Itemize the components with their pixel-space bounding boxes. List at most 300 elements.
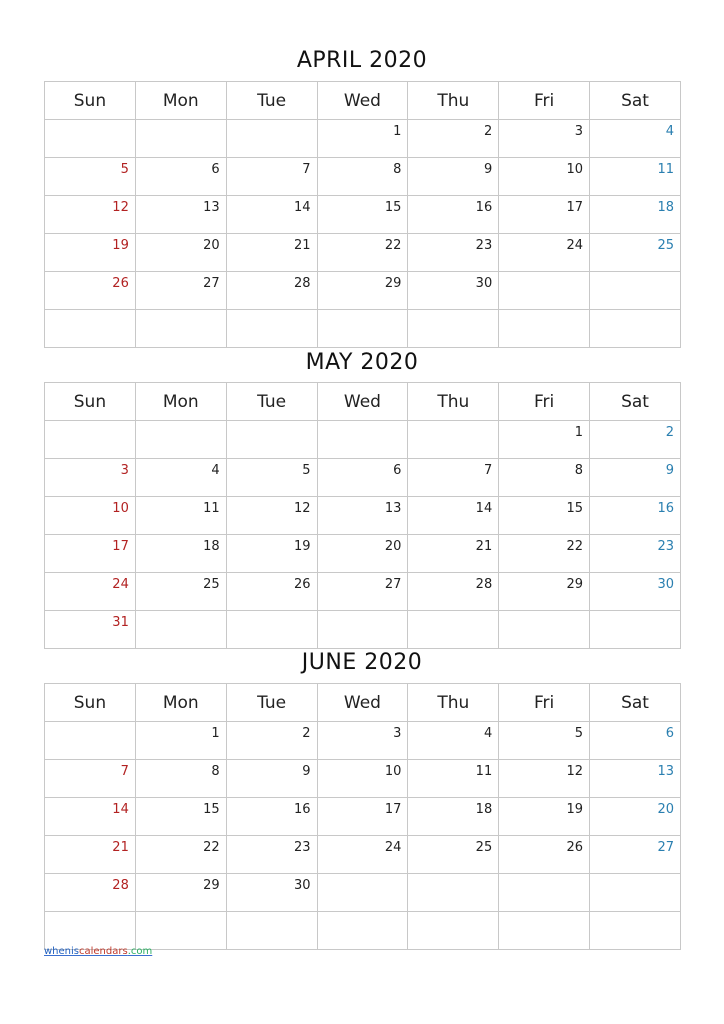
day-cell <box>226 836 317 874</box>
weekday-header: Tue <box>226 82 317 120</box>
day-number <box>311 919 317 923</box>
day-cell <box>226 722 317 760</box>
day-cell <box>45 836 136 874</box>
day-cell <box>317 120 408 158</box>
day-cell <box>226 421 317 459</box>
day-cell <box>135 497 226 535</box>
day-number <box>401 919 407 923</box>
day-number: 25 <box>475 840 493 855</box>
day-cell <box>226 760 317 798</box>
day-cell <box>317 874 408 912</box>
day-number: 3 <box>393 726 402 741</box>
day-number <box>220 919 226 923</box>
day-number: 15 <box>566 501 584 516</box>
weekday-header: Mon <box>135 82 226 120</box>
day-cell <box>499 611 590 649</box>
day-number: 19 <box>566 802 584 817</box>
day-number <box>220 317 226 321</box>
day-number: 28 <box>293 276 311 291</box>
week-row <box>45 912 681 950</box>
day-cell <box>408 722 499 760</box>
weekday-header: Thu <box>408 684 499 722</box>
month-title: JUNE 2020 <box>301 650 423 675</box>
weekday-header: Wed <box>317 684 408 722</box>
day-number <box>492 317 498 321</box>
week-row <box>45 573 681 611</box>
day-number: 5 <box>120 162 129 177</box>
day-number: 8 <box>574 463 584 478</box>
day-cell <box>317 760 408 798</box>
day-cell <box>590 196 681 234</box>
day-cell <box>590 912 681 950</box>
day-number <box>674 919 680 923</box>
day-cell <box>590 459 681 497</box>
day-cell <box>499 234 590 272</box>
day-cell <box>408 573 499 611</box>
day-number <box>220 618 226 622</box>
day-number <box>583 618 589 622</box>
day-number <box>674 618 680 622</box>
day-number: 10 <box>566 162 584 177</box>
day-cell <box>45 611 136 649</box>
day-number: 26 <box>293 577 311 592</box>
day-cell <box>135 272 226 310</box>
week-row <box>45 874 681 912</box>
day-cell <box>135 573 226 611</box>
calendar-grid <box>44 683 681 950</box>
day-number <box>311 428 317 432</box>
day-number: 2 <box>665 425 674 440</box>
day-number: 23 <box>657 539 674 554</box>
day-number: 25 <box>203 577 220 592</box>
day-number <box>583 919 589 923</box>
day-number: 31 <box>112 615 129 630</box>
weekday-header-row <box>45 82 681 120</box>
day-cell <box>226 459 317 497</box>
day-number: 29 <box>203 878 220 893</box>
day-cell <box>226 120 317 158</box>
day-cell <box>499 310 590 348</box>
day-cell <box>135 722 226 760</box>
day-cell <box>45 535 136 573</box>
weekday-header-row <box>45 383 681 421</box>
day-number: 22 <box>203 840 220 855</box>
day-cell <box>408 196 499 234</box>
day-cell <box>590 836 681 874</box>
day-cell <box>317 912 408 950</box>
week-row <box>45 798 681 836</box>
day-number <box>674 881 680 885</box>
day-number: 19 <box>112 238 129 253</box>
day-number <box>311 618 317 622</box>
day-number <box>129 729 135 733</box>
day-cell <box>590 760 681 798</box>
day-number: 25 <box>657 238 674 253</box>
footer-text-part1: whenis <box>44 946 79 957</box>
day-number <box>129 919 135 923</box>
day-cell <box>408 535 499 573</box>
day-cell <box>45 120 136 158</box>
day-cell <box>499 120 590 158</box>
day-cell <box>590 158 681 196</box>
day-cell <box>317 611 408 649</box>
day-cell <box>408 836 499 874</box>
week-row <box>45 234 681 272</box>
day-cell <box>45 760 136 798</box>
day-cell <box>590 120 681 158</box>
day-number <box>674 279 680 283</box>
day-cell <box>499 722 590 760</box>
day-number <box>583 317 589 321</box>
day-number <box>674 317 680 321</box>
day-cell <box>135 535 226 573</box>
day-cell <box>45 573 136 611</box>
day-cell <box>408 272 499 310</box>
day-number <box>129 127 135 131</box>
day-cell <box>317 459 408 497</box>
day-number: 30 <box>657 577 674 592</box>
day-number: 27 <box>203 276 220 291</box>
day-number: 8 <box>211 764 220 779</box>
day-cell <box>135 836 226 874</box>
day-number: 17 <box>566 200 584 215</box>
day-cell <box>499 497 590 535</box>
day-number: 24 <box>566 238 584 253</box>
day-cell <box>226 912 317 950</box>
day-number: 15 <box>384 200 402 215</box>
day-cell <box>135 421 226 459</box>
day-number: 15 <box>203 802 220 817</box>
day-number: 27 <box>657 840 674 855</box>
day-cell <box>499 421 590 459</box>
day-number: 28 <box>475 577 493 592</box>
week-row <box>45 120 681 158</box>
day-cell <box>499 158 590 196</box>
day-cell <box>499 535 590 573</box>
day-cell <box>317 535 408 573</box>
day-cell <box>45 874 136 912</box>
day-number: 10 <box>112 501 129 516</box>
day-number: 9 <box>483 162 493 177</box>
day-cell <box>226 234 317 272</box>
day-number: 9 <box>302 764 311 779</box>
week-row <box>45 760 681 798</box>
day-number: 20 <box>657 802 674 817</box>
day-number: 16 <box>475 200 493 215</box>
day-cell <box>45 912 136 950</box>
day-cell <box>408 310 499 348</box>
day-number <box>401 881 407 885</box>
day-number: 23 <box>293 840 311 855</box>
weekday-header: Tue <box>226 383 317 421</box>
day-number: 2 <box>483 124 493 139</box>
weekday-header: Sat <box>590 684 681 722</box>
day-cell <box>590 535 681 573</box>
weekday-header: Thu <box>408 383 499 421</box>
day-number: 16 <box>293 802 311 817</box>
week-row <box>45 836 681 874</box>
day-cell <box>590 573 681 611</box>
day-cell <box>499 874 590 912</box>
calendar-grid <box>44 382 681 649</box>
day-number: 4 <box>211 463 220 478</box>
day-number: 21 <box>475 539 493 554</box>
day-cell <box>45 310 136 348</box>
day-cell <box>317 310 408 348</box>
week-row <box>45 535 681 573</box>
day-cell <box>45 798 136 836</box>
day-cell <box>135 611 226 649</box>
day-number: 12 <box>112 200 129 215</box>
day-cell <box>317 573 408 611</box>
day-cell <box>135 874 226 912</box>
day-number: 13 <box>384 501 402 516</box>
weekday-header: Fri <box>499 383 590 421</box>
day-cell <box>45 421 136 459</box>
day-number <box>583 279 589 283</box>
day-number: 6 <box>665 726 674 741</box>
day-number: 24 <box>112 577 129 592</box>
day-number: 5 <box>302 463 311 478</box>
weekday-header: Tue <box>226 684 317 722</box>
day-number: 13 <box>203 200 220 215</box>
day-cell <box>226 497 317 535</box>
day-number: 29 <box>566 577 584 592</box>
day-number: 30 <box>475 276 493 291</box>
day-cell <box>135 158 226 196</box>
day-number: 18 <box>203 539 220 554</box>
day-cell <box>45 722 136 760</box>
day-cell <box>590 310 681 348</box>
day-cell <box>45 234 136 272</box>
day-cell <box>135 310 226 348</box>
day-number: 1 <box>211 726 220 741</box>
day-cell <box>317 497 408 535</box>
day-cell <box>408 912 499 950</box>
day-number: 17 <box>384 802 402 817</box>
day-number: 21 <box>112 840 129 855</box>
day-cell <box>317 234 408 272</box>
weekday-header: Mon <box>135 684 226 722</box>
weekday-header: Thu <box>408 82 499 120</box>
day-number <box>401 428 407 432</box>
day-number: 8 <box>393 162 402 177</box>
day-cell <box>590 798 681 836</box>
day-number: 14 <box>475 501 493 516</box>
day-number <box>401 618 407 622</box>
day-number: 13 <box>657 764 674 779</box>
day-cell <box>135 234 226 272</box>
day-number: 9 <box>665 463 674 478</box>
day-number <box>129 428 135 432</box>
day-number <box>220 428 226 432</box>
day-number: 10 <box>384 764 402 779</box>
day-number: 11 <box>657 162 674 177</box>
day-number: 4 <box>483 726 493 741</box>
day-cell <box>226 196 317 234</box>
day-cell <box>226 573 317 611</box>
day-number: 1 <box>574 425 584 440</box>
day-cell <box>408 459 499 497</box>
day-cell <box>408 611 499 649</box>
weekday-header-row <box>45 684 681 722</box>
day-number <box>311 317 317 321</box>
day-number: 3 <box>120 463 129 478</box>
week-row <box>45 722 681 760</box>
day-number: 5 <box>574 726 584 741</box>
day-cell <box>135 459 226 497</box>
day-cell <box>226 158 317 196</box>
weekday-header: Sun <box>45 383 136 421</box>
weekday-header: Sun <box>45 82 136 120</box>
day-cell <box>45 497 136 535</box>
day-number: 4 <box>665 124 674 139</box>
day-number: 22 <box>566 539 584 554</box>
day-cell <box>408 421 499 459</box>
day-cell <box>499 912 590 950</box>
footer-text-part3: .com <box>127 946 153 957</box>
day-number <box>129 317 135 321</box>
day-number: 20 <box>203 238 220 253</box>
day-number <box>492 618 498 622</box>
day-cell <box>499 836 590 874</box>
week-row <box>45 272 681 310</box>
day-number <box>401 317 407 321</box>
day-number: 28 <box>112 878 129 893</box>
day-cell <box>317 158 408 196</box>
week-row <box>45 196 681 234</box>
day-cell <box>499 760 590 798</box>
day-cell <box>226 611 317 649</box>
footer-link[interactable] <box>44 946 152 957</box>
footer-text-part2: calendars <box>79 946 128 957</box>
week-row <box>45 421 681 459</box>
day-cell <box>226 874 317 912</box>
day-cell <box>226 272 317 310</box>
day-cell <box>408 760 499 798</box>
day-cell <box>408 234 499 272</box>
weekday-header: Sun <box>45 684 136 722</box>
day-number: 24 <box>384 840 402 855</box>
weekday-header: Wed <box>317 82 408 120</box>
day-cell <box>408 120 499 158</box>
week-row <box>45 459 681 497</box>
day-cell <box>135 798 226 836</box>
day-cell <box>317 798 408 836</box>
day-number: 30 <box>293 878 311 893</box>
day-number: 12 <box>566 764 584 779</box>
day-number: 14 <box>112 802 129 817</box>
day-cell <box>408 497 499 535</box>
day-cell <box>135 760 226 798</box>
day-cell <box>45 459 136 497</box>
day-cell <box>499 798 590 836</box>
weekday-header: Fri <box>499 684 590 722</box>
day-number: 27 <box>384 577 402 592</box>
weekday-header: Sat <box>590 82 681 120</box>
day-number: 26 <box>566 840 584 855</box>
day-number: 18 <box>475 802 493 817</box>
day-cell <box>226 798 317 836</box>
day-cell <box>226 310 317 348</box>
day-cell <box>317 272 408 310</box>
weekday-header: Sat <box>590 383 681 421</box>
week-row <box>45 611 681 649</box>
day-cell <box>317 836 408 874</box>
week-row <box>45 497 681 535</box>
day-cell <box>135 912 226 950</box>
day-cell <box>408 798 499 836</box>
day-number: 6 <box>211 162 220 177</box>
day-cell <box>499 573 590 611</box>
day-number: 21 <box>293 238 311 253</box>
day-number: 20 <box>384 539 402 554</box>
day-cell <box>135 196 226 234</box>
day-number: 7 <box>120 764 129 779</box>
day-number <box>583 881 589 885</box>
day-number: 11 <box>203 501 220 516</box>
day-cell <box>45 158 136 196</box>
day-number: 23 <box>475 238 493 253</box>
day-number <box>311 127 317 131</box>
day-cell <box>590 722 681 760</box>
day-number: 6 <box>393 463 402 478</box>
week-row <box>45 310 681 348</box>
day-cell <box>590 234 681 272</box>
day-cell <box>499 196 590 234</box>
day-cell <box>590 497 681 535</box>
day-number: 2 <box>302 726 311 741</box>
day-cell <box>226 535 317 573</box>
day-number <box>492 919 498 923</box>
day-number: 26 <box>112 276 129 291</box>
day-cell <box>499 459 590 497</box>
day-cell <box>135 120 226 158</box>
week-row <box>45 158 681 196</box>
day-cell <box>408 874 499 912</box>
weekday-header: Mon <box>135 383 226 421</box>
day-number: 29 <box>384 276 402 291</box>
day-cell <box>45 272 136 310</box>
day-number: 14 <box>293 200 311 215</box>
day-number: 1 <box>393 124 402 139</box>
day-number <box>492 428 498 432</box>
day-number: 22 <box>384 238 402 253</box>
day-number: 11 <box>475 764 493 779</box>
calendar-grid <box>44 81 681 348</box>
day-number: 19 <box>293 539 311 554</box>
day-cell <box>590 421 681 459</box>
day-number: 16 <box>657 501 674 516</box>
month-title: APRIL 2020 <box>296 48 428 73</box>
day-number: 17 <box>112 539 129 554</box>
day-number: 7 <box>483 463 493 478</box>
day-number: 7 <box>302 162 311 177</box>
day-number: 12 <box>293 501 311 516</box>
weekday-header: Wed <box>317 383 408 421</box>
day-cell <box>590 611 681 649</box>
day-cell <box>45 196 136 234</box>
day-number: 3 <box>574 124 584 139</box>
day-number <box>220 127 226 131</box>
day-cell <box>317 421 408 459</box>
day-cell <box>590 874 681 912</box>
day-cell <box>317 196 408 234</box>
day-cell <box>408 158 499 196</box>
day-cell <box>590 272 681 310</box>
day-number <box>492 881 498 885</box>
day-cell <box>499 272 590 310</box>
